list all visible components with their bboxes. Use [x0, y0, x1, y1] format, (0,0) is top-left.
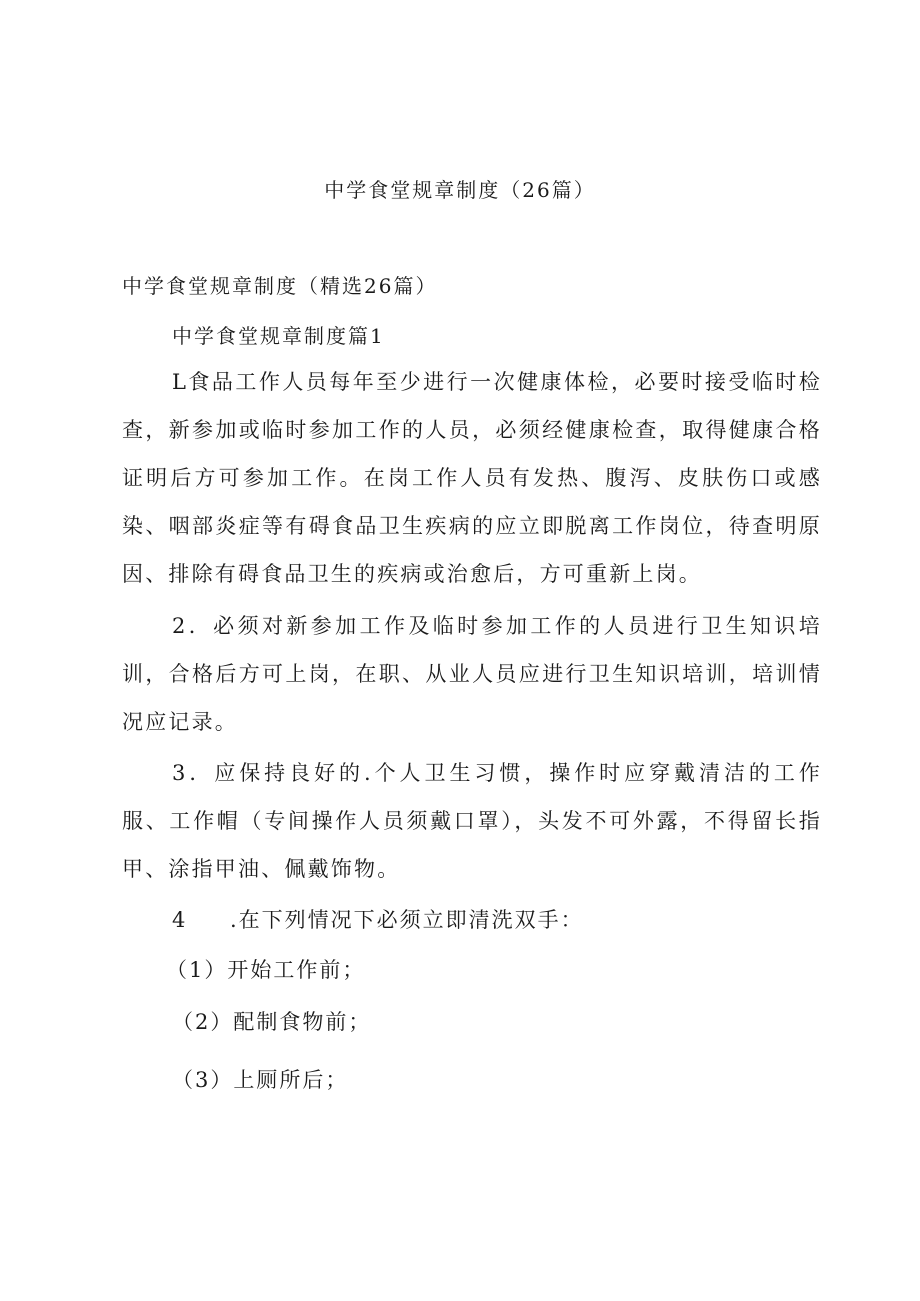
paragraph-4: [172, 900, 584, 940]
list-item: （2）配制食物前；: [172, 1010, 372, 1034]
paragraph-4-text: .在下列情况下必须立即清洗双手：: [230, 908, 584, 932]
paragraph-3: 3．应保持良好的.个人卫生习惯，操作时应穿戴清洁的工作服、工作帽（专间操作人员须戴口罩），头发不可外露，不得留长指甲、涂指甲油、佩戴饰物。: [122, 761, 822, 881]
paragraph-2: 2．必须对新参加工作及临时参加工作的人员进行卫生知识培训，合格后方可上岗，在职、从业人员应进行卫生知识培训，培训情况应记录。: [122, 614, 822, 734]
section-heading: 中学食堂规章制度篇1: [172, 324, 385, 348]
paragraph-4-number: 4: [172, 908, 188, 932]
document-subtitle: 中学食堂规章制度（精选26篇）: [122, 274, 438, 298]
list-item: （3）上厕所后；: [172, 1068, 349, 1092]
list-item: （1）开始工作前；: [166, 958, 366, 982]
document-title: 中学食堂规章制度（26篇）: [324, 178, 596, 202]
paragraph-1: L食品工作人员每年至少进行一次健康体检，必要时接受临时检查，新参加或临时参加工作的人员，必须经健康检查，取得健康合格证明后方可参加工作。在岗工作人员有发热、腹泻、皮肤伤口或感染、咽部炎症等有碍食品卫生疾病的应立即脱离工作岗位，待查明原因、排除有碍食品卫生的疾病或治愈后，方可重新上岗。: [122, 370, 822, 586]
